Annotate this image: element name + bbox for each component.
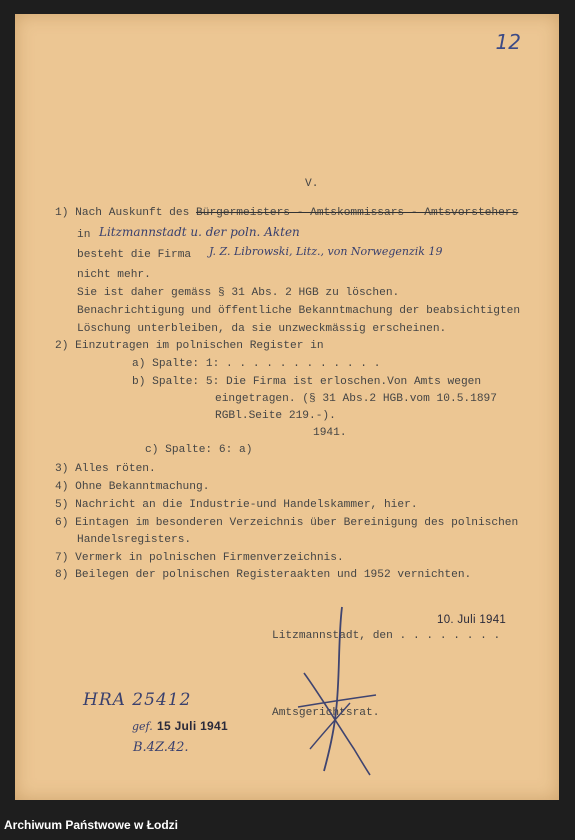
line-20: 7) Vermerk in polnischen Firmenverzeichnis.	[55, 552, 344, 564]
line-21: 8) Beilegen der polnischen Registeraakten und 1952 vernichten.	[55, 569, 472, 581]
line-12: RGBl.Seite 219.-).	[215, 410, 336, 422]
margin-initials: B.4Z.42.	[133, 740, 189, 755]
handwritten-place: Litzmannstadt u. der poln. Akten	[99, 225, 300, 239]
date-line: Litzmannstadt, den . . . . . . . .	[272, 630, 501, 642]
line-1	[55, 208, 518, 219]
line-10: b) Spalte: 5: Die Firma ist erloschen.Von Amts wegen	[132, 376, 482, 388]
date-stamp: 10. Juli 1941	[437, 614, 507, 626]
folio-number: 12	[495, 30, 521, 54]
line-18: 6) Eintagen im besonderen Verzeichnis über Bereinigung des polnischen	[55, 517, 519, 529]
section-heading: V.	[305, 178, 319, 190]
archive-label: Archiwum Państwowe w Łodzi	[4, 818, 179, 832]
document-page	[15, 14, 559, 800]
line-15: 3) Alles röten.	[55, 463, 156, 475]
line-4: nicht mehr.	[77, 269, 151, 281]
line-3-text: besteht die Firma	[77, 249, 192, 261]
line-19: Handelsregisters.	[77, 534, 192, 546]
line-17: 5) Nachricht an die Industrie-und Handelskammer, hier.	[55, 499, 418, 511]
line-13: 1941.	[313, 427, 347, 439]
line-2-text: in	[77, 229, 91, 241]
line-1-text: Nach Auskunft des	[75, 207, 190, 219]
margin-stamp-date: 15 Juli 1941	[157, 719, 228, 733]
line-6: Benachrichtigung und öffentliche Bekanntmachung der beabsichtigten	[77, 305, 521, 317]
margin-reference: HRA 25412	[83, 690, 192, 710]
line-14: c) Spalte: 6: a)	[145, 444, 253, 456]
margin-stamp-prefix: gef.	[132, 720, 153, 733]
line-9: a) Spalte: 1: . . . . . . . . . . . .	[132, 358, 381, 370]
line-11: eingetragen. (§ 31 Abs.2 HGB.vom 10.5.1897	[215, 393, 497, 405]
signature-line: Amtsgerichtsrat.	[272, 707, 380, 719]
line-16: 4) Ohne Bekanntmachung.	[55, 481, 210, 493]
line-5: Sie ist daher gemäss § 31 Abs. 2 HGB zu löschen.	[77, 287, 400, 299]
handwritten-firm: J. Z. Librowski, Litz., von Norwegenzik 19	[209, 245, 443, 258]
archive-footer	[0, 800, 575, 840]
line-1-struck: Bürgermeisters - Amtskommissars - Amtsvorstehers	[196, 207, 519, 219]
line-1-num: 1)	[55, 207, 69, 219]
line-8: 2) Einzutragen im polnischen Register in	[55, 340, 324, 352]
line-7: Löschung unterbleiben, da sie unzweckmässig erscheinen.	[77, 323, 447, 335]
signature-mark	[280, 599, 400, 789]
